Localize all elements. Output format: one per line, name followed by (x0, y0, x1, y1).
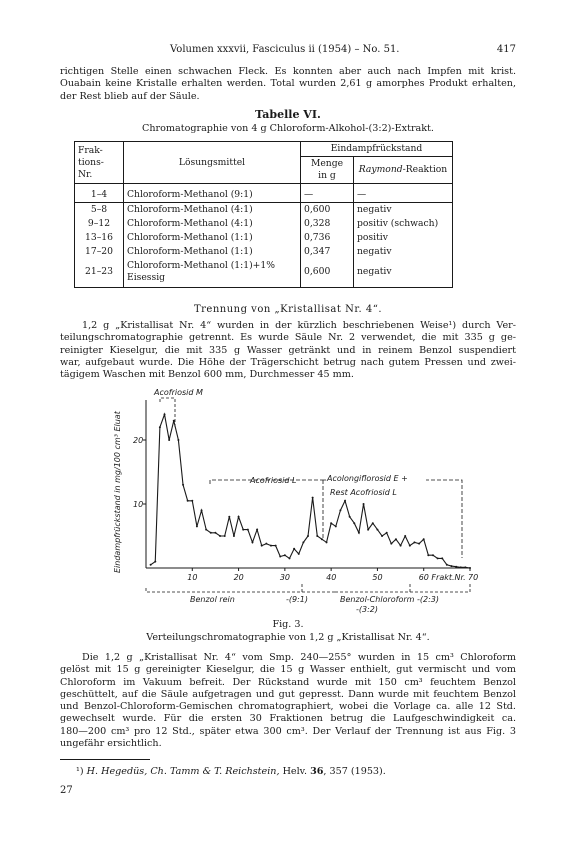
data-point (432, 554, 434, 556)
data-point (353, 522, 355, 524)
footnote-rule (60, 759, 150, 760)
data-point (446, 564, 448, 566)
x-tick-label: 50 (372, 573, 383, 582)
data-point (279, 555, 281, 557)
cell-solvent: Chloroform-Methanol (4:1) (124, 217, 301, 231)
text-line: geschüttelt, auf die Säule aufgetragen und gut gepresst. Dann wurde mit feuchtem Benzol (60, 688, 516, 700)
cell-solvent: Chloroform-Methanol (1:1)+1% Eisessig (124, 259, 301, 288)
column-group-header: Eindampfrückstand (301, 142, 453, 157)
x-tick-label: 30 (279, 573, 291, 582)
data-point (228, 516, 230, 518)
data-point (450, 565, 452, 567)
table-row (75, 184, 453, 203)
cell-nr: 17–20 (75, 245, 124, 259)
footnote-volume: 36 (310, 766, 324, 777)
data-point (182, 484, 184, 486)
y-tick-label: 10 (133, 500, 144, 509)
x-tick-label: 10 (187, 573, 198, 582)
page-number: 417 (496, 44, 516, 55)
cell-menge: 0,600 (301, 259, 354, 288)
data-point (298, 553, 300, 555)
x-ticks (187, 568, 478, 582)
text-line: richtigen Stelle einen schwachen Fleck. Es konnten aber auch nach Impfen mit krist. (60, 66, 516, 77)
table-title: Tabelle VI. (255, 108, 321, 121)
page-footer-number: 27 (60, 785, 73, 796)
data-point (335, 525, 337, 527)
data-point (441, 557, 443, 559)
data-point (437, 557, 439, 559)
table-caption: Chromatographie von 4 g Chloroform-Alkohol-(3:2)-Extrakt. (142, 123, 434, 134)
data-point (363, 503, 365, 505)
data-point (159, 426, 161, 428)
column-header-frak: Frak- tions- Nr. (75, 142, 124, 184)
data-point (214, 532, 216, 534)
solvent-benzol-label: Benzol rein (190, 595, 235, 604)
cell-menge: 0,347 (301, 245, 354, 259)
figure-caption: Verteilungschromatographie von 1,2 g „Kristallisat Nr. 4“. (146, 632, 430, 643)
text-line: Ouabain keine Kristalle erhalten werden. Total wurden 2,61 g amorphes Produkt erhalten, (60, 78, 516, 90)
data-point (187, 500, 189, 502)
cell-solvent: Chloroform-Methanol (9:1) (124, 184, 301, 203)
solvent-benzol-chloroform-label: Benzol-Chloroform (340, 595, 415, 604)
intro-paragraph (60, 66, 516, 103)
data-point (427, 554, 429, 556)
cell-reaktion: — (354, 184, 453, 203)
cell-menge: — (301, 184, 354, 203)
text-line: und Benzol-Chloroform-Gemischen chromatographiert, wobei die Vorlage ca. alle 12 Std. (60, 701, 516, 713)
text-line: war, aufgebaut wurde. Die Höhe der Trägerschicht betrug nach gutem Pressen und zwei- (60, 356, 516, 368)
column-header-reaktion (354, 157, 453, 184)
data-point (409, 545, 411, 547)
cell-reaktion: positiv (schwach) (354, 217, 453, 231)
x-tick-label: 20 (233, 573, 244, 582)
data-point (395, 538, 397, 540)
data-point (201, 509, 203, 511)
y-axis-label: Eindampfrückstand in mg/100 cm³ Eluat (113, 411, 122, 573)
reaktion-name: Raymond (358, 164, 403, 175)
data-point (376, 529, 378, 531)
data-point (284, 554, 286, 556)
cell-menge: 0,600 (301, 203, 354, 218)
table-row (75, 203, 453, 218)
cell-reaktion: positiv (354, 231, 453, 245)
cell-menge: 0,736 (301, 231, 354, 245)
data-point (455, 566, 457, 568)
footnote-marker: ¹) (76, 766, 84, 777)
text-line: ungefähr ersichtlich. (60, 738, 162, 750)
text-line: Chloroform im Vakuum befreit. Der Rückstand wurde mit 150 cm³ feuchtem Benzol (60, 676, 516, 688)
text-line: teilungschromatographie getrennt. Es wurde Säule Nr. 2 verwendet, die mit 335 g ge- (60, 332, 516, 344)
section-paragraph (60, 320, 516, 381)
column-header-menge: Menge in g (301, 157, 354, 184)
text-line: Die 1,2 g „Kristallisat Nr. 4“ vom Smp. 240—255° wurden in 15 cm³ Chloroform (82, 652, 516, 663)
data-point (339, 509, 341, 511)
data-point (321, 538, 323, 540)
section-heading: Trennung von „Kristallisat Nr. 4“. (193, 304, 383, 315)
data-point (418, 543, 420, 545)
bracket-32 (410, 584, 470, 592)
table-row (75, 259, 453, 288)
data-point (191, 500, 193, 502)
data-point (150, 564, 152, 566)
data-point (168, 439, 170, 441)
data-point (270, 545, 272, 547)
data-point (330, 522, 332, 524)
data-point (224, 535, 226, 537)
chromatography-chart (90, 388, 490, 618)
data-point (390, 543, 392, 545)
data-point (261, 545, 263, 547)
data-point (349, 516, 351, 518)
data-point (464, 566, 466, 568)
data-point (288, 557, 290, 559)
cell-reaktion: negativ (354, 259, 453, 288)
data-point (358, 532, 360, 534)
solvent-91-label: -(9:1) (286, 595, 309, 604)
cell-nr: 9–12 (75, 217, 124, 231)
data-point (238, 516, 240, 518)
data-point (469, 567, 471, 569)
x-tick-label: 60 Frakt.Nr. (418, 573, 466, 582)
table-row (75, 245, 453, 259)
text-line: reinigter Kieselgur, die mit 335 g Wasser getränkt und in reinem Benzol suspendiert (60, 344, 516, 356)
journal-header: Volumen xxxvii, Fasciculus ii (1954) – No. 51. (170, 44, 400, 55)
data-points (150, 413, 471, 569)
data-point (247, 529, 249, 531)
solvent-32-label: -(3:2) (356, 605, 379, 614)
data-point (219, 535, 221, 537)
data-point (205, 529, 207, 531)
x-tick-label: 40 (326, 573, 337, 582)
text-line: 1,2 g „Kristallisat Nr. 4“ wurden in der kürzlich beschriebenen Weise¹) durch Ver- (82, 320, 516, 331)
footnote (76, 766, 516, 777)
cell-solvent: Chloroform-Methanol (1:1) (124, 245, 301, 259)
series-line (151, 414, 470, 568)
data-point (242, 529, 244, 531)
reaktion-suffix: -Reaktion (402, 164, 448, 175)
annotation-region1: Acofriosid L (250, 476, 297, 485)
table-container (74, 141, 453, 288)
table-row (75, 231, 453, 245)
data-point (256, 529, 258, 531)
footnote-authors: H. Hegedüs, Ch. Tamm & T. Reichstein, (86, 766, 280, 777)
text-line: tägigem Waschen mit Benzol 600 mm, Durchmesser 45 mm. (60, 369, 354, 381)
data-point (173, 420, 175, 422)
data-point (265, 543, 267, 545)
data-table (74, 141, 453, 288)
text-line: gewechselt wurde. Für die ersten 30 Fraktionen betrug die Laufgeschwindigkeit ca. (60, 713, 516, 725)
data-point (423, 538, 425, 540)
annotation-region2-a: Acolongiflorosid E + (327, 474, 408, 483)
cell-nr: 13–16 (75, 231, 124, 245)
data-point (177, 439, 179, 441)
bracket-23 (335, 584, 410, 592)
annotation-region2-b: Rest Acofriosid L (330, 488, 397, 497)
closing-paragraph (60, 652, 516, 750)
data-point (326, 541, 328, 543)
column-header-solvent: Lösungsmittel (124, 142, 301, 184)
data-point (400, 545, 402, 547)
annotation-peak1: Acofriosid M (154, 388, 203, 397)
data-point (316, 535, 318, 537)
y-tick-label: 20 (133, 436, 144, 445)
text-line: der Rest blieb auf der Säule. (60, 90, 200, 102)
data-point (302, 541, 304, 543)
data-point (344, 500, 346, 502)
data-point (293, 548, 295, 550)
data-point (275, 545, 277, 547)
data-point (381, 535, 383, 537)
cell-reaktion: negativ (354, 245, 453, 259)
cell-solvent: Chloroform-Methanol (1:1) (124, 231, 301, 245)
cell-nr: 1–4 (75, 184, 124, 203)
text-line: 180—200 cm³ pro 12 Std., später etwa 300 cm³. Der Verlauf der Trennung ist aus Fig. 3 (60, 725, 516, 737)
data-point (460, 566, 462, 568)
solvent-23-label: -(2:3) (417, 595, 440, 604)
data-point (233, 535, 235, 537)
data-point (164, 413, 166, 415)
text-line: gelöst mit 15 g gereinigter Kieselgur, die 15 g Wasser enthielt, gut vermischt und vom (60, 664, 516, 676)
data-point (312, 497, 314, 499)
cell-reaktion: negativ (354, 203, 453, 218)
data-point (154, 561, 156, 563)
data-point (372, 522, 374, 524)
figure-label: Fig. 3. (272, 619, 304, 630)
data-point (386, 532, 388, 534)
cell-nr: 21–23 (75, 259, 124, 288)
data-point (196, 525, 198, 527)
cell-nr: 5–8 (75, 203, 124, 218)
data-point (367, 529, 369, 531)
footnote-journal: Helv. (279, 766, 311, 777)
data-point (210, 532, 212, 534)
table-row (75, 217, 453, 231)
cell-menge: 0,328 (301, 217, 354, 231)
y-ticks (133, 436, 146, 509)
bracket-benzol (146, 584, 302, 592)
data-point (413, 541, 415, 543)
footnote-rest: , 357 (1953). (323, 766, 386, 777)
cell-solvent: Chloroform-Methanol (4:1) (124, 203, 301, 218)
data-point (404, 535, 406, 537)
x-tick-label: 70 (468, 573, 479, 582)
data-point (251, 541, 253, 543)
data-point (307, 535, 309, 537)
